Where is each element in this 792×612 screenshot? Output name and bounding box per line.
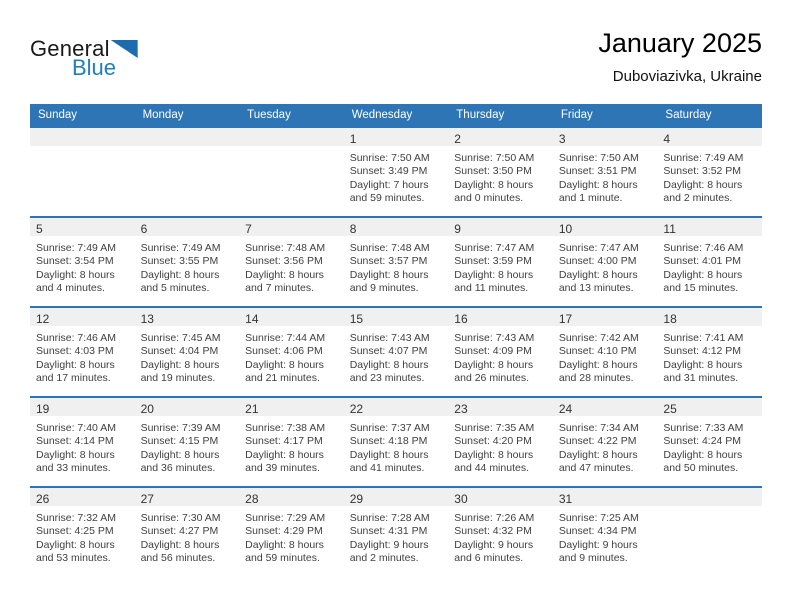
date-band xyxy=(448,128,553,146)
title-block xyxy=(598,28,762,85)
day-details xyxy=(657,146,762,206)
day-number: 10 xyxy=(558,222,573,236)
sunset-text: Sunset: 3:55 PM xyxy=(140,255,219,268)
sunrise-text: Sunrise: 7:48 AM xyxy=(245,242,326,254)
daylight-text: Daylight: 9 hours and 6 minutes. xyxy=(454,538,534,565)
day-details xyxy=(448,326,553,386)
day-details xyxy=(344,326,449,386)
day-number: 6 xyxy=(140,222,148,236)
day-cell-6 xyxy=(135,218,240,306)
day-cell-11 xyxy=(657,218,762,306)
date-band xyxy=(239,398,344,416)
day-details xyxy=(135,236,240,296)
sunrise-text: Sunrise: 7:26 AM xyxy=(454,512,535,524)
day-details xyxy=(239,326,344,386)
day-details xyxy=(239,506,344,566)
day-number: 18 xyxy=(663,312,677,326)
day-cell-26 xyxy=(30,488,135,576)
sunset-text: Sunset: 4:31 PM xyxy=(349,525,428,538)
daylight-text: Daylight: 8 hours and 2 minutes. xyxy=(663,178,743,205)
location-subtitle: Duboviazivka, Ukraine xyxy=(612,68,762,85)
sunset-text: Sunset: 3:50 PM xyxy=(454,165,532,178)
day-details xyxy=(239,236,344,296)
daylight-text: Daylight: 8 hours and 39 minutes. xyxy=(245,448,324,475)
sunrise-text: Sunrise: 7:35 AM xyxy=(454,422,535,434)
day-number: 19 xyxy=(36,402,50,416)
date-band xyxy=(239,218,344,236)
sunrise-text: Sunrise: 7:50 AM xyxy=(454,152,535,164)
day-details xyxy=(657,236,762,296)
daylight-text: Daylight: 8 hours and 44 minutes. xyxy=(454,448,534,475)
daylight-text: Daylight: 8 hours and 17 minutes. xyxy=(36,358,115,385)
day-cell-19 xyxy=(30,398,135,486)
date-band xyxy=(553,218,658,236)
day-details xyxy=(553,236,658,296)
day-cell-29 xyxy=(344,488,449,576)
weekday-header-monday: Monday xyxy=(142,109,184,121)
day-number: 24 xyxy=(558,402,573,416)
day-cell-7 xyxy=(239,218,344,306)
day-details xyxy=(657,416,762,476)
sunset-text: Sunset: 4:20 PM xyxy=(454,435,532,448)
day-number: 8 xyxy=(349,222,357,236)
sunset-text: Sunset: 4:34 PM xyxy=(558,525,637,538)
sunset-text: Sunset: 4:17 PM xyxy=(245,435,323,448)
day-details xyxy=(239,416,344,476)
sunrise-text: Sunrise: 7:40 AM xyxy=(36,422,116,434)
date-band xyxy=(657,308,762,326)
daylight-text: Daylight: 7 hours and 59 minutes. xyxy=(349,178,429,205)
sunrise-text: Sunrise: 7:49 AM xyxy=(36,242,116,254)
date-band xyxy=(657,398,762,416)
sunset-text: Sunset: 4:06 PM xyxy=(245,345,323,358)
sunrise-text: Sunrise: 7:46 AM xyxy=(36,332,116,344)
day-details xyxy=(553,146,658,206)
sunset-text: Sunset: 4:32 PM xyxy=(454,525,532,538)
daylight-text: Daylight: 8 hours and 1 minute. xyxy=(558,178,638,205)
daylight-text: Daylight: 8 hours and 7 minutes. xyxy=(245,268,324,295)
day-cell-10 xyxy=(553,218,658,306)
weekday-header-saturday: Saturday xyxy=(665,109,712,121)
daylight-text: Daylight: 8 hours and 59 minutes. xyxy=(245,538,324,565)
date-band xyxy=(553,128,658,146)
daylight-text: Daylight: 8 hours and 33 minutes. xyxy=(36,448,115,475)
daylight-text: Daylight: 9 hours and 9 minutes. xyxy=(558,538,638,565)
day-number: 9 xyxy=(454,222,461,236)
day-number: 4 xyxy=(663,132,671,146)
day-cell-23 xyxy=(448,398,553,486)
daylight-text: Daylight: 8 hours and 11 minutes. xyxy=(454,268,534,295)
day-number: 11 xyxy=(663,222,676,236)
date-band xyxy=(30,218,135,236)
sunrise-text: Sunrise: 7:49 AM xyxy=(663,152,744,164)
day-number: 14 xyxy=(245,312,259,326)
date-band xyxy=(344,218,449,236)
sunset-text: Sunset: 4:10 PM xyxy=(558,345,637,358)
sunrise-text: Sunrise: 7:45 AM xyxy=(140,332,221,344)
day-details xyxy=(657,326,762,386)
weekday-header-tuesday: Tuesday xyxy=(247,109,291,121)
sunset-text: Sunset: 4:03 PM xyxy=(36,345,114,358)
weekday-header-friday: Friday xyxy=(560,109,593,121)
day-details xyxy=(553,326,658,386)
daylight-text: Daylight: 8 hours and 21 minutes. xyxy=(245,358,324,385)
weekday-header-sunday: Sunday xyxy=(38,109,78,121)
day-details xyxy=(30,326,135,386)
day-cell-31 xyxy=(553,488,658,576)
date-band xyxy=(448,218,553,236)
day-details xyxy=(135,326,240,386)
daylight-text: Daylight: 8 hours and 13 minutes. xyxy=(558,268,638,295)
day-details xyxy=(448,146,553,206)
date-band xyxy=(135,218,240,236)
calendar-grid xyxy=(30,104,762,576)
sunrise-text: Sunrise: 7:25 AM xyxy=(558,512,639,524)
sunset-text: Sunset: 4:18 PM xyxy=(349,435,428,448)
date-band xyxy=(448,308,553,326)
day-number: 1 xyxy=(349,132,357,146)
sunrise-text: Sunrise: 7:49 AM xyxy=(140,242,221,254)
sunset-text: Sunset: 3:57 PM xyxy=(349,255,428,268)
sunset-text: Sunset: 4:22 PM xyxy=(558,435,637,448)
date-band xyxy=(344,398,449,416)
empty-day-cell xyxy=(657,488,762,576)
day-details xyxy=(344,146,449,206)
day-number: 31 xyxy=(558,492,573,506)
sunset-text: Sunset: 4:07 PM xyxy=(349,345,428,358)
day-cell-20 xyxy=(135,398,240,486)
date-band xyxy=(135,128,240,146)
logo-general-text: General xyxy=(30,36,110,61)
month-title: January 2025 xyxy=(598,28,762,58)
day-details xyxy=(135,506,240,566)
day-number: 26 xyxy=(36,492,50,506)
weekday-header-wednesday: Wednesday xyxy=(351,109,413,121)
sunset-text: Sunset: 4:15 PM xyxy=(140,435,219,448)
sunset-text: Sunset: 3:49 PM xyxy=(349,165,428,178)
date-band xyxy=(239,488,344,506)
day-cell-14 xyxy=(239,308,344,396)
day-number: 17 xyxy=(558,312,573,326)
day-number: 23 xyxy=(454,402,468,416)
sunset-text: Sunset: 3:52 PM xyxy=(663,165,742,178)
day-number: 13 xyxy=(140,312,154,326)
day-number: 16 xyxy=(454,312,468,326)
sunrise-text: Sunrise: 7:47 AM xyxy=(454,242,535,254)
day-cell-17 xyxy=(553,308,658,396)
day-cell-4 xyxy=(657,128,762,216)
daylight-text: Daylight: 8 hours and 41 minutes. xyxy=(349,448,429,475)
sunset-text: Sunset: 4:27 PM xyxy=(140,525,219,538)
sunset-text: Sunset: 3:59 PM xyxy=(454,255,532,268)
sunrise-text: Sunrise: 7:33 AM xyxy=(663,422,744,434)
empty-day-cell xyxy=(135,128,240,216)
week-row-4 xyxy=(30,396,762,486)
week-row-2 xyxy=(30,216,762,306)
day-details xyxy=(30,416,135,476)
week-row-1 xyxy=(30,126,762,216)
daylight-text: Daylight: 9 hours and 2 minutes. xyxy=(349,538,429,565)
daylight-text: Daylight: 8 hours and 0 minutes. xyxy=(454,178,534,205)
date-band xyxy=(239,308,344,326)
date-band xyxy=(135,488,240,506)
sunrise-text: Sunrise: 7:41 AM xyxy=(663,332,744,344)
day-cell-12 xyxy=(30,308,135,396)
day-cell-13 xyxy=(135,308,240,396)
weeks-container xyxy=(30,126,762,576)
sunrise-text: Sunrise: 7:28 AM xyxy=(349,512,430,524)
sunrise-text: Sunrise: 7:29 AM xyxy=(245,512,326,524)
day-number: 21 xyxy=(245,402,259,416)
day-details xyxy=(448,416,553,476)
sunset-text: Sunset: 3:56 PM xyxy=(245,255,323,268)
daylight-text: Daylight: 8 hours and 5 minutes. xyxy=(140,268,220,295)
daylight-text: Daylight: 8 hours and 36 minutes. xyxy=(140,448,220,475)
day-details xyxy=(344,416,449,476)
date-band xyxy=(657,488,762,506)
date-band xyxy=(553,488,658,506)
day-cell-5 xyxy=(30,218,135,306)
date-band xyxy=(30,398,135,416)
daylight-text: Daylight: 8 hours and 31 minutes. xyxy=(663,358,743,385)
day-cell-3 xyxy=(553,128,658,216)
sunrise-text: Sunrise: 7:47 AM xyxy=(558,242,639,254)
date-band xyxy=(657,128,762,146)
week-row-5 xyxy=(30,486,762,576)
date-band xyxy=(553,398,658,416)
day-number: 28 xyxy=(245,492,259,506)
sunrise-text: Sunrise: 7:38 AM xyxy=(245,422,326,434)
day-details xyxy=(448,236,553,296)
daylight-text: Daylight: 8 hours and 50 minutes. xyxy=(663,448,743,475)
date-band xyxy=(135,398,240,416)
sunrise-text: Sunrise: 7:50 AM xyxy=(349,152,430,164)
day-cell-1 xyxy=(344,128,449,216)
day-cell-15 xyxy=(344,308,449,396)
sunset-text: Sunset: 4:12 PM xyxy=(663,345,742,358)
daylight-text: Daylight: 8 hours and 9 minutes. xyxy=(349,268,429,295)
day-number: 20 xyxy=(140,402,154,416)
day-number: 30 xyxy=(454,492,468,506)
day-cell-21 xyxy=(239,398,344,486)
day-details xyxy=(30,506,135,566)
day-number: 7 xyxy=(245,222,252,236)
sunset-text: Sunset: 4:29 PM xyxy=(245,525,323,538)
date-band xyxy=(657,218,762,236)
day-details xyxy=(344,236,449,296)
day-number: 12 xyxy=(36,312,50,326)
day-number: 5 xyxy=(36,222,43,236)
sunset-text: Sunset: 3:51 PM xyxy=(558,165,637,178)
day-details xyxy=(30,236,135,296)
sunrise-text: Sunrise: 7:43 AM xyxy=(454,332,535,344)
date-band xyxy=(30,128,135,146)
sunrise-text: Sunrise: 7:42 AM xyxy=(558,332,639,344)
weekday-header-thursday: Thursday xyxy=(456,109,505,121)
day-details xyxy=(553,506,658,566)
day-cell-22 xyxy=(344,398,449,486)
date-band xyxy=(30,308,135,326)
date-band xyxy=(344,128,449,146)
week-row-3 xyxy=(30,306,762,396)
day-number: 2 xyxy=(454,132,461,146)
sunset-text: Sunset: 4:24 PM xyxy=(663,435,742,448)
sunrise-text: Sunrise: 7:30 AM xyxy=(140,512,221,524)
date-band xyxy=(239,128,344,146)
date-band xyxy=(344,488,449,506)
weekday-header-row xyxy=(30,104,762,126)
day-number: 29 xyxy=(349,492,364,506)
daylight-text: Daylight: 8 hours and 26 minutes. xyxy=(454,358,534,385)
sunset-text: Sunset: 4:04 PM xyxy=(140,345,219,358)
sunset-text: Sunset: 4:00 PM xyxy=(558,255,637,268)
date-band xyxy=(448,398,553,416)
daylight-text: Daylight: 8 hours and 4 minutes. xyxy=(36,268,115,295)
day-number: 22 xyxy=(349,402,364,416)
sunrise-text: Sunrise: 7:32 AM xyxy=(36,512,116,524)
sunrise-text: Sunrise: 7:44 AM xyxy=(245,332,326,344)
sunrise-text: Sunrise: 7:48 AM xyxy=(349,242,430,254)
sunrise-text: Sunrise: 7:39 AM xyxy=(140,422,221,434)
day-details xyxy=(448,506,553,566)
day-cell-27 xyxy=(135,488,240,576)
date-band xyxy=(30,488,135,506)
empty-day-cell xyxy=(239,128,344,216)
day-cell-18 xyxy=(657,308,762,396)
sunset-text: Sunset: 3:54 PM xyxy=(36,255,114,268)
day-details xyxy=(553,416,658,476)
daylight-text: Daylight: 8 hours and 56 minutes. xyxy=(140,538,220,565)
day-details xyxy=(135,416,240,476)
date-band xyxy=(135,308,240,326)
day-number: 25 xyxy=(663,402,677,416)
daylight-text: Daylight: 8 hours and 28 minutes. xyxy=(558,358,638,385)
sunrise-text: Sunrise: 7:46 AM xyxy=(663,242,744,254)
logo-blue-text: Blue xyxy=(72,55,117,80)
date-band xyxy=(553,308,658,326)
sunrise-text: Sunrise: 7:37 AM xyxy=(349,422,430,434)
daylight-text: Daylight: 8 hours and 19 minutes. xyxy=(140,358,220,385)
day-details xyxy=(344,506,449,566)
sunrise-text: Sunrise: 7:34 AM xyxy=(558,422,639,434)
empty-day-cell xyxy=(30,128,135,216)
day-number: 27 xyxy=(140,492,154,506)
day-number: 3 xyxy=(558,132,566,146)
day-cell-2 xyxy=(448,128,553,216)
daylight-text: Daylight: 8 hours and 47 minutes. xyxy=(558,448,638,475)
date-band xyxy=(448,488,553,506)
daylight-text: Daylight: 8 hours and 23 minutes. xyxy=(349,358,429,385)
day-cell-9 xyxy=(448,218,553,306)
daylight-text: Daylight: 8 hours and 15 minutes. xyxy=(663,268,743,295)
day-cell-25 xyxy=(657,398,762,486)
sunset-text: Sunset: 4:09 PM xyxy=(454,345,532,358)
day-cell-30 xyxy=(448,488,553,576)
sunset-text: Sunset: 4:25 PM xyxy=(36,525,114,538)
sunrise-text: Sunrise: 7:43 AM xyxy=(349,332,430,344)
day-cell-16 xyxy=(448,308,553,396)
day-number: 15 xyxy=(349,312,364,326)
daylight-text: Daylight: 8 hours and 53 minutes. xyxy=(36,538,115,565)
sunset-text: Sunset: 4:14 PM xyxy=(36,435,114,448)
sunset-text: Sunset: 4:01 PM xyxy=(663,255,742,268)
day-cell-24 xyxy=(553,398,658,486)
sunrise-text: Sunrise: 7:50 AM xyxy=(558,152,639,164)
day-cell-28 xyxy=(239,488,344,576)
day-cell-8 xyxy=(344,218,449,306)
general-blue-logo xyxy=(30,36,138,81)
date-band xyxy=(344,308,449,326)
